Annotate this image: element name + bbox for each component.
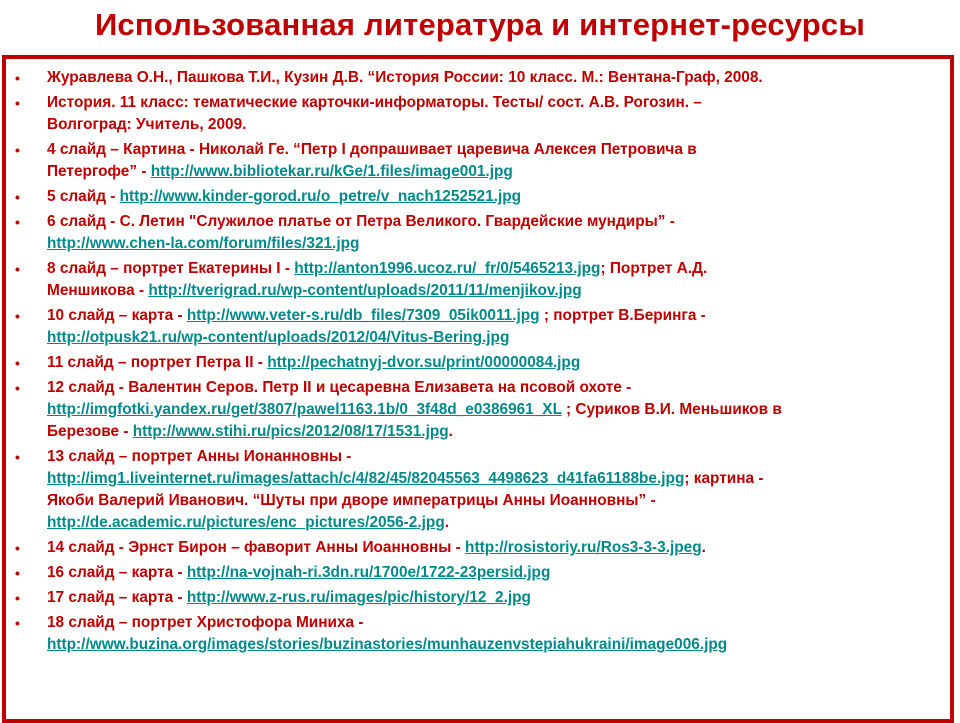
- reference-text-segment: 6 слайд - С. Летин "Служилое платье от Петра Великого. Гвардейские мундиры” -: [47, 213, 675, 230]
- reference-text-segment: Меншикова -: [47, 282, 149, 299]
- reference-line: [47, 305, 947, 327]
- reference-line: [47, 211, 947, 233]
- reference-text-segment: 12 слайд - Валентин Серов. Петр II и цесаревна Елизавета на псовой охоте -: [47, 379, 632, 396]
- reference-link[interactable]: http://www.veter-s.ru/db_files/7309_05ik0011.jpg: [186, 307, 540, 324]
- reference-text: [47, 211, 947, 255]
- reference-line: [47, 399, 947, 421]
- reference-text: [47, 305, 947, 349]
- reference-text-segment: Журавлева О.Н., Пашкова Т.И., Кузин Д.В. “История России: 10 класс. М.: Вентана-Граф, 2008.: [47, 69, 763, 86]
- reference-line: [47, 67, 947, 89]
- reference-text-segment: Якоби Валерий Иванович. “Шуты при дворе императрицы Анны Иоанновны” -: [47, 492, 656, 509]
- reference-text: [47, 446, 947, 534]
- reference-line: [47, 280, 947, 302]
- bullet-icon: •: [15, 142, 20, 158]
- reference-text-segment: 4 слайд – Картина - Николай Ге. “Петр I допрашивает царевича Алексея Петровича в: [47, 141, 697, 158]
- reference-text: [47, 612, 947, 656]
- reference-link[interactable]: http://img1.liveinternet.ru/images/attach/c/4/82/45/82045563_4498623_d41fa61188be.jpg: [47, 470, 685, 487]
- bullet-icon: •: [15, 189, 20, 205]
- bullet-icon: •: [15, 380, 20, 396]
- reference-line: [47, 634, 947, 656]
- reference-link[interactable]: http://anton1996.ucoz.ru/_fr/0/5465213.jpg: [294, 260, 601, 277]
- reference-link[interactable]: http://www.kinder-gorod.ru/o_petre/v_nach1252521.jpg: [119, 188, 522, 205]
- reference-line: [47, 490, 947, 512]
- reference-text-segment: ; портрет В.Беринга -: [539, 307, 706, 324]
- reference-line: [47, 468, 947, 490]
- reference-line: [47, 233, 947, 255]
- bullet-icon: •: [15, 70, 20, 86]
- bullet-icon: •: [15, 261, 20, 277]
- reference-text: [47, 139, 947, 183]
- reference-line: [47, 92, 947, 114]
- reference-text-segment: Волгоград: Учитель, 2009.: [47, 116, 247, 133]
- reference-line: [47, 161, 947, 183]
- reference-text: [47, 67, 947, 89]
- reference-line: [47, 258, 947, 280]
- reference-text-segment: ; Суриков В.И. Меньшиков в: [561, 401, 782, 418]
- bullet-icon: •: [15, 308, 20, 324]
- reference-text-segment: История. 11 класс: тематические карточки-информаторы. Тесты/ сост. А.В. Рогозин. –: [47, 94, 702, 111]
- reference-text: [47, 587, 947, 609]
- reference-text-segment: 10 слайд – карта -: [47, 307, 187, 324]
- reference-link[interactable]: http://www.stihi.ru/pics/2012/08/17/1531.jpg: [132, 423, 449, 440]
- reference-text: [47, 562, 947, 584]
- bullet-icon: •: [15, 355, 20, 371]
- reference-text-segment: 11 слайд – портрет Петра II -: [47, 354, 268, 371]
- bullet-icon: •: [15, 449, 20, 465]
- bullet-icon: •: [15, 95, 20, 111]
- reference-line: [47, 377, 947, 399]
- bullet-icon: •: [15, 214, 20, 230]
- reference-text-segment: .: [701, 539, 706, 556]
- reference-line: [47, 537, 947, 559]
- reference-link[interactable]: http://imgfotki.yandex.ru/get/3807/pawel1163.1b/0_3f48d_e0386961_XL: [47, 401, 562, 418]
- reference-line: [47, 139, 947, 161]
- reference-text: [47, 352, 947, 374]
- reference-text: [47, 377, 947, 443]
- reference-text-segment: 14 слайд - Эрнст Бирон – фаворит Анны Иоанновны -: [47, 539, 466, 556]
- reference-link[interactable]: http://www.chen-la.com/forum/files/321.jpg: [47, 235, 360, 252]
- reference-text: [47, 92, 947, 136]
- reference-line: [47, 327, 947, 349]
- bullet-icon: •: [15, 590, 20, 606]
- reference-text-segment: .: [448, 423, 453, 440]
- reference-text-segment: ; Портрет А.Д.: [600, 260, 708, 277]
- reference-link[interactable]: http://na-vojnah-ri.3dn.ru/1700e/1722-23persid.jpg: [186, 564, 551, 581]
- reference-line: [47, 446, 947, 468]
- page-title: Использованная литература и интернет-ресурсы: [94, 7, 866, 42]
- bullet-icon: •: [15, 615, 20, 631]
- reference-link[interactable]: http://de.academic.ru/pictures/enc_pictures/2056-2.jpg: [47, 514, 445, 531]
- reference-line: [47, 186, 947, 208]
- reference-line: [47, 352, 947, 374]
- reference-text: [47, 186, 947, 208]
- reference-text-segment: 13 слайд – портрет Анны Ионанновны -: [47, 448, 352, 465]
- reference-text-segment: 17 слайд – карта -: [47, 589, 187, 606]
- reference-link[interactable]: http://www.bibliotekar.ru/kGe/1.files/image001.jpg: [150, 163, 513, 180]
- reference-line: [47, 587, 947, 609]
- reference-text: [47, 537, 947, 559]
- reference-line: [47, 421, 947, 443]
- reference-link[interactable]: http://otpusk21.ru/wp-content/uploads/2012/04/Vitus-Bering.jpg: [47, 329, 510, 346]
- reference-line: [47, 512, 947, 534]
- reference-link[interactable]: http://www.buzina.org/images/stories/buzinastories/munhauzenvstepiahukraini/image006.jpg: [47, 636, 728, 653]
- bullet-icon: •: [15, 540, 20, 556]
- reference-text-segment: .: [444, 514, 450, 531]
- reference-text-segment: Березове -: [47, 423, 133, 440]
- reference-link[interactable]: http://pechatnyj-dvor.su/print/00000084.jpg: [267, 354, 581, 371]
- reference-text-segment: 16 слайд – карта -: [47, 564, 187, 581]
- reference-line: [47, 114, 947, 136]
- reference-text-segment: 5 слайд -: [47, 188, 120, 205]
- bullet-icon: •: [15, 565, 20, 581]
- reference-line: [47, 612, 947, 634]
- reference-text-segment: ; картина -: [684, 470, 764, 487]
- reference-text: [47, 258, 947, 302]
- reference-link[interactable]: http://tverigrad.ru/wp-content/uploads/2011/11/menjikov.jpg: [148, 282, 582, 299]
- reference-link[interactable]: http://www.z-rus.ru/images/pic/history/12_2.jpg: [186, 589, 531, 606]
- reference-link[interactable]: http://rosistoriy.ru/Ros3-3-3.jpeg: [465, 539, 702, 556]
- reference-text-segment: 18 слайд – портрет Христофора Миниха -: [47, 614, 364, 631]
- reference-text-segment: 8 слайд – портрет Екатерины I -: [47, 260, 295, 277]
- reference-line: [47, 562, 947, 584]
- reference-text-segment: Петергофе” -: [47, 163, 151, 180]
- references-box: [2, 55, 954, 723]
